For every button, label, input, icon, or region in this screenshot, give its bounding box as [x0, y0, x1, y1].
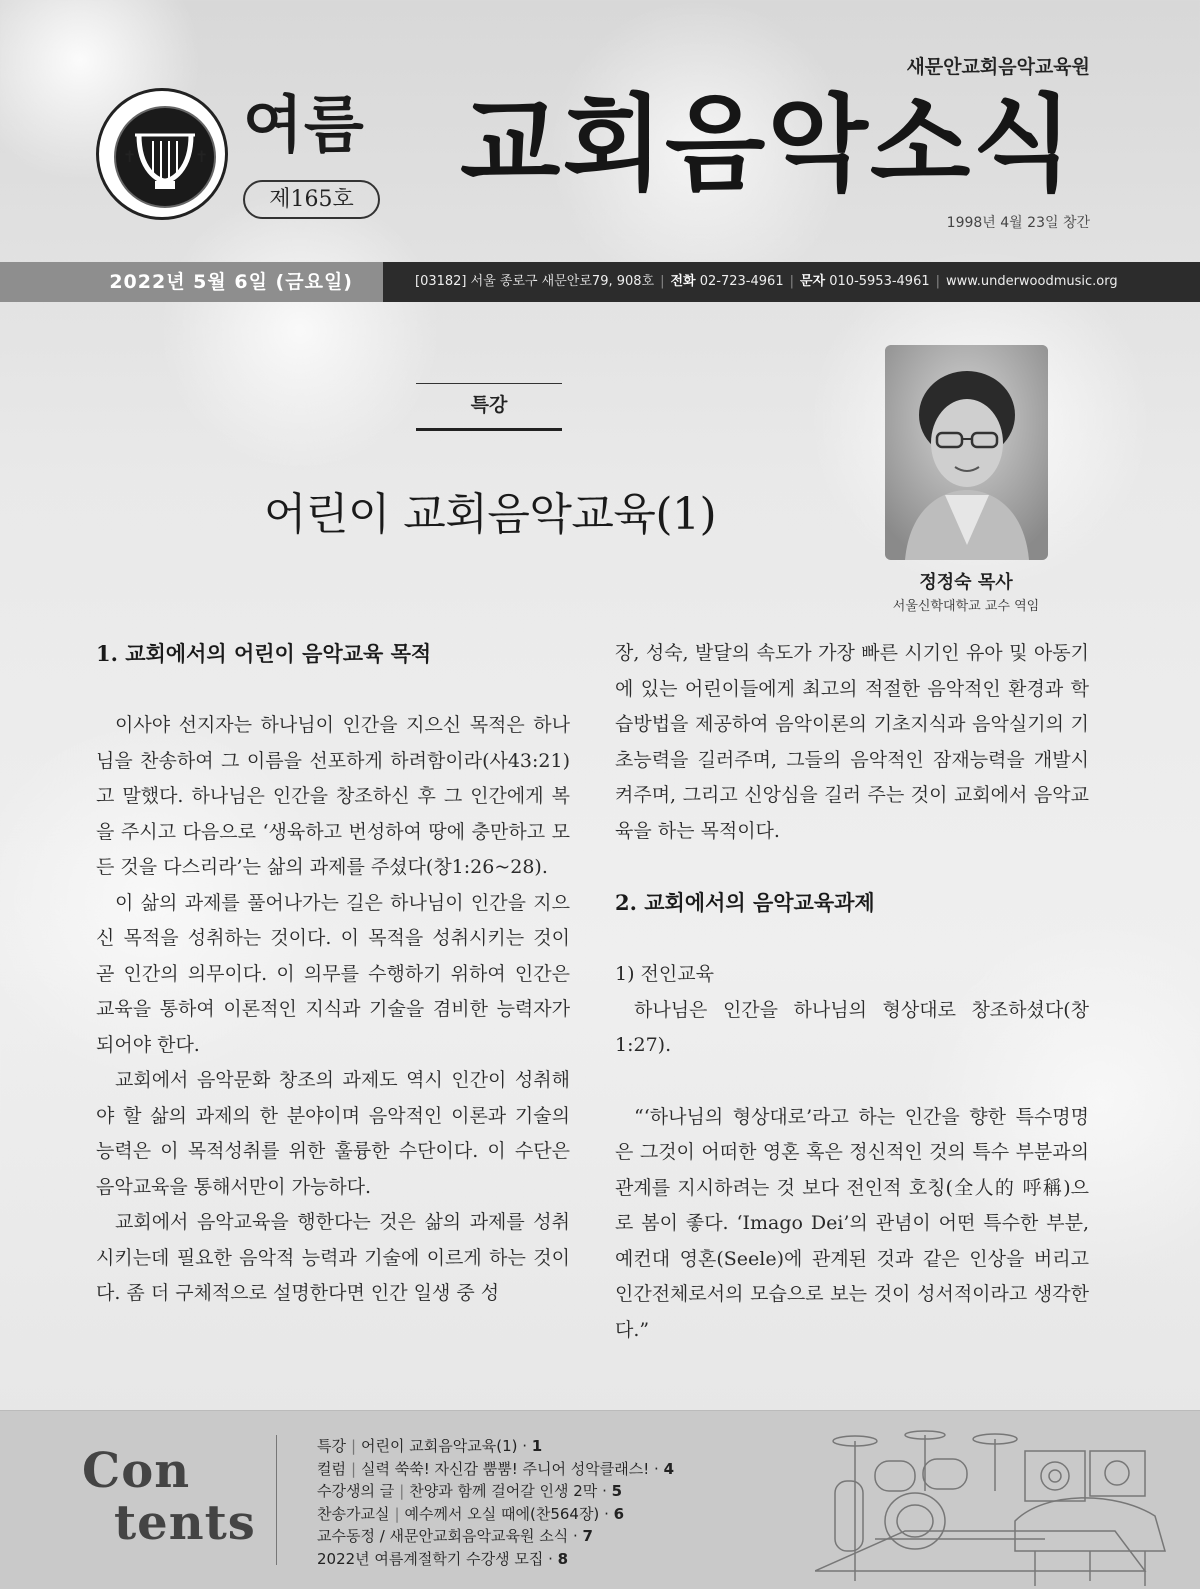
contents-item[interactable] — [317, 1458, 674, 1481]
author-role: 서울신학대학교 교수 역임 — [892, 599, 1040, 614]
section-heading-1: 1. 교회에서의 어린이 음악교육 목적 — [96, 641, 432, 666]
issue-date: 2022년 5월 6일 (금요일) — [0, 262, 383, 302]
contents-category: 찬송가교실 — [317, 1504, 390, 1523]
author-portrait-photo — [885, 345, 1048, 560]
paragraph: 교회에서 음악문화 창조의 과제도 역시 인간이 성취해야 할 삶의 과제의 한 분야이며 음악적인 이론과 기술의 능력은 이 목적성취를 위한 훌륭한 수단이다. 이 수단은 음악교육을 통해서만이 가능하다. — [96, 1069, 570, 1198]
contents-page: 4 — [663, 1459, 675, 1478]
svg-text:✝: ✝ — [123, 147, 137, 166]
contents-title: 찬양과 함께 걸어갈 인생 2막 — [409, 1482, 598, 1500]
publisher-name: 새문안교회음악교육원 — [906, 56, 1090, 78]
church-lyre-seal-icon — [96, 88, 228, 220]
contents-page: 6 — [613, 1504, 625, 1523]
contents-item[interactable] — [317, 1503, 674, 1526]
paragraph: 이사야 선지자는 하나님이 인간을 지으신 목적은 하나님을 찬송하여 그 이름을 선포하게 하려함이라(사43:21)고 말했다. 하나님은 인간을 창조하신 후 그 인간에게 복을 주시고 다음으로 ‘생육하고 번성하여 땅에 충만하고 모든 것을 다스리라’는 삶의 과제를 주셨다(창1:26~28). — [96, 714, 570, 878]
article-title: 어린이 교회음악교육(1) — [263, 489, 717, 540]
contents-page: 7 — [582, 1527, 593, 1545]
separator: | — [350, 1459, 357, 1478]
text-number: 010-5953-4961 — [829, 274, 930, 289]
right-column — [615, 636, 1089, 1348]
phone-number: 02-723-4961 — [699, 274, 784, 289]
separator: | — [399, 1482, 405, 1500]
masthead — [0, 0, 1200, 262]
address: [03182] 서울 종로구 새문안로79, 908호 — [415, 274, 655, 289]
contents-title: 예수께서 오실 때에(찬564장) — [404, 1504, 600, 1523]
paragraph-continuation: 장, 성숙, 발달의 속도가 가장 빠른 시기인 유아 및 아동기에 있는 어린이들에게 최고의 적절한 음악적인 환경과 학습방법을 제공하여 음악이론의 기초지식과 음악실기의 기초능력을 길러주며, 그들의 음악적인 잠재능력을 개발시켜주며, 그리고 신앙심을 길러 주는 것이 교회에서 음악교육을 하는 목적이다. — [615, 642, 1089, 842]
info-bar — [0, 262, 1200, 302]
contents-category: 수강생의 글 — [317, 1482, 395, 1500]
dot-separator: · — [568, 1527, 583, 1545]
phone-label: 전화 — [670, 274, 696, 289]
section-label: 특강 — [416, 383, 562, 431]
dot-separator: · — [597, 1482, 612, 1500]
contents-list — [317, 1435, 674, 1570]
paragraph: 교회에서 음악교육을 행한다는 것은 삶의 과제를 성취시키는데 필요한 음악적 능력과 기술에 이르게 하는 것이다. 좀 더 구체적으로 설명한다면 인간 일생 중 성 — [96, 1211, 570, 1304]
paragraph: 하나님은 인간을 하나님의 형상대로 창조하셨다(창1:27). — [615, 998, 1089, 1056]
left-column — [96, 636, 570, 1312]
portrait-graphic — [885, 345, 1048, 560]
contents-divider — [276, 1435, 277, 1565]
separator: | — [350, 1437, 357, 1455]
founded-date: 1998년 4월 23일 창간 — [946, 215, 1090, 231]
contents-category: 특강 — [317, 1437, 346, 1455]
svg-text:✝: ✝ — [195, 147, 209, 166]
contents-logo-line1: Con — [82, 1443, 191, 1499]
text-label: 문자 — [799, 274, 826, 289]
contents-logo — [82, 1443, 256, 1551]
dot-separator: · — [543, 1549, 558, 1568]
contents-page: 5 — [611, 1482, 623, 1500]
contact-info: [03182] 서울 종로구 새문안로79, 908호 | 전화 02-723-4961 | 문자 010-5953-4961 | www.underwoodmusic.org — [383, 262, 1200, 302]
contents-title: 어린이 교회음악교육(1) — [361, 1437, 518, 1455]
section-heading-2: 2. 교회에서의 음악교육과제 — [615, 890, 875, 915]
contents-category: 컬럼 — [317, 1459, 346, 1478]
contents-page: 8 — [557, 1549, 569, 1568]
contents-title: 교수동정 / 새문안교회음악교육원 소식 — [317, 1527, 569, 1545]
subheading: 1) 전인교육 — [615, 963, 714, 985]
dot-separator: · — [517, 1437, 532, 1455]
quote-paragraph: “‘하나님의 형상대로’라고 하는 인간을 향한 특수명명은 그것이 어떠한 영혼 혹은 정신적인 것의 특수 부분과의 관계를 지시하려는 것 보다 전인적 호칭(全人的 呼稱)으로 봄이 좋다. ‘Imago Dei’의 관념이 어떤 특수한 부분, 예컨대 영혼(Seele)에 관계된 것과 같은 인상을 버리고 인간전체로서의 모습으로 보는 것이 성서적이라고 생각한다.” — [615, 1105, 1089, 1341]
dot-separator: · — [599, 1504, 614, 1523]
author-name: 정정숙 목사 — [919, 572, 1013, 593]
contents-item[interactable] — [317, 1480, 674, 1503]
contents-item[interactable] — [317, 1548, 674, 1571]
contents-item[interactable] — [317, 1525, 674, 1548]
contents-title: 실력 쑥쑥! 자신감 뿜뿜! 주니어 성악클래스! — [361, 1459, 650, 1478]
contents-item[interactable] — [317, 1435, 674, 1458]
contents-title: 2022년 여름계절학기 수강생 모집 — [317, 1549, 544, 1568]
website-link[interactable]: www.underwoodmusic.org — [946, 274, 1118, 289]
newsletter-title: 교회음악소식 — [460, 83, 1075, 205]
music-instruments-illustration — [815, 1421, 1175, 1589]
seal-graphic — [99, 91, 231, 223]
separator: | — [394, 1504, 400, 1523]
contents-footer — [0, 1410, 1200, 1589]
contents-logo-line2: tents — [114, 1495, 256, 1551]
issue-number: 제165호 — [243, 180, 380, 219]
contents-page: 1 — [531, 1437, 543, 1455]
paragraph: 이 삶의 과제를 풀어나가는 길은 하나님이 인간을 지으신 목적을 성취하는 것이다. 이 목적을 성취시키는 것이 곧 인간의 의무이다. 이 의무를 수행하기 위하여 인간은 교육을 통하여 이론적인 지식과 기술을 겸비한 능력자가 되어야 한다. — [96, 891, 570, 1056]
season-label: 여름 — [243, 88, 365, 161]
dot-separator: · — [649, 1459, 664, 1478]
